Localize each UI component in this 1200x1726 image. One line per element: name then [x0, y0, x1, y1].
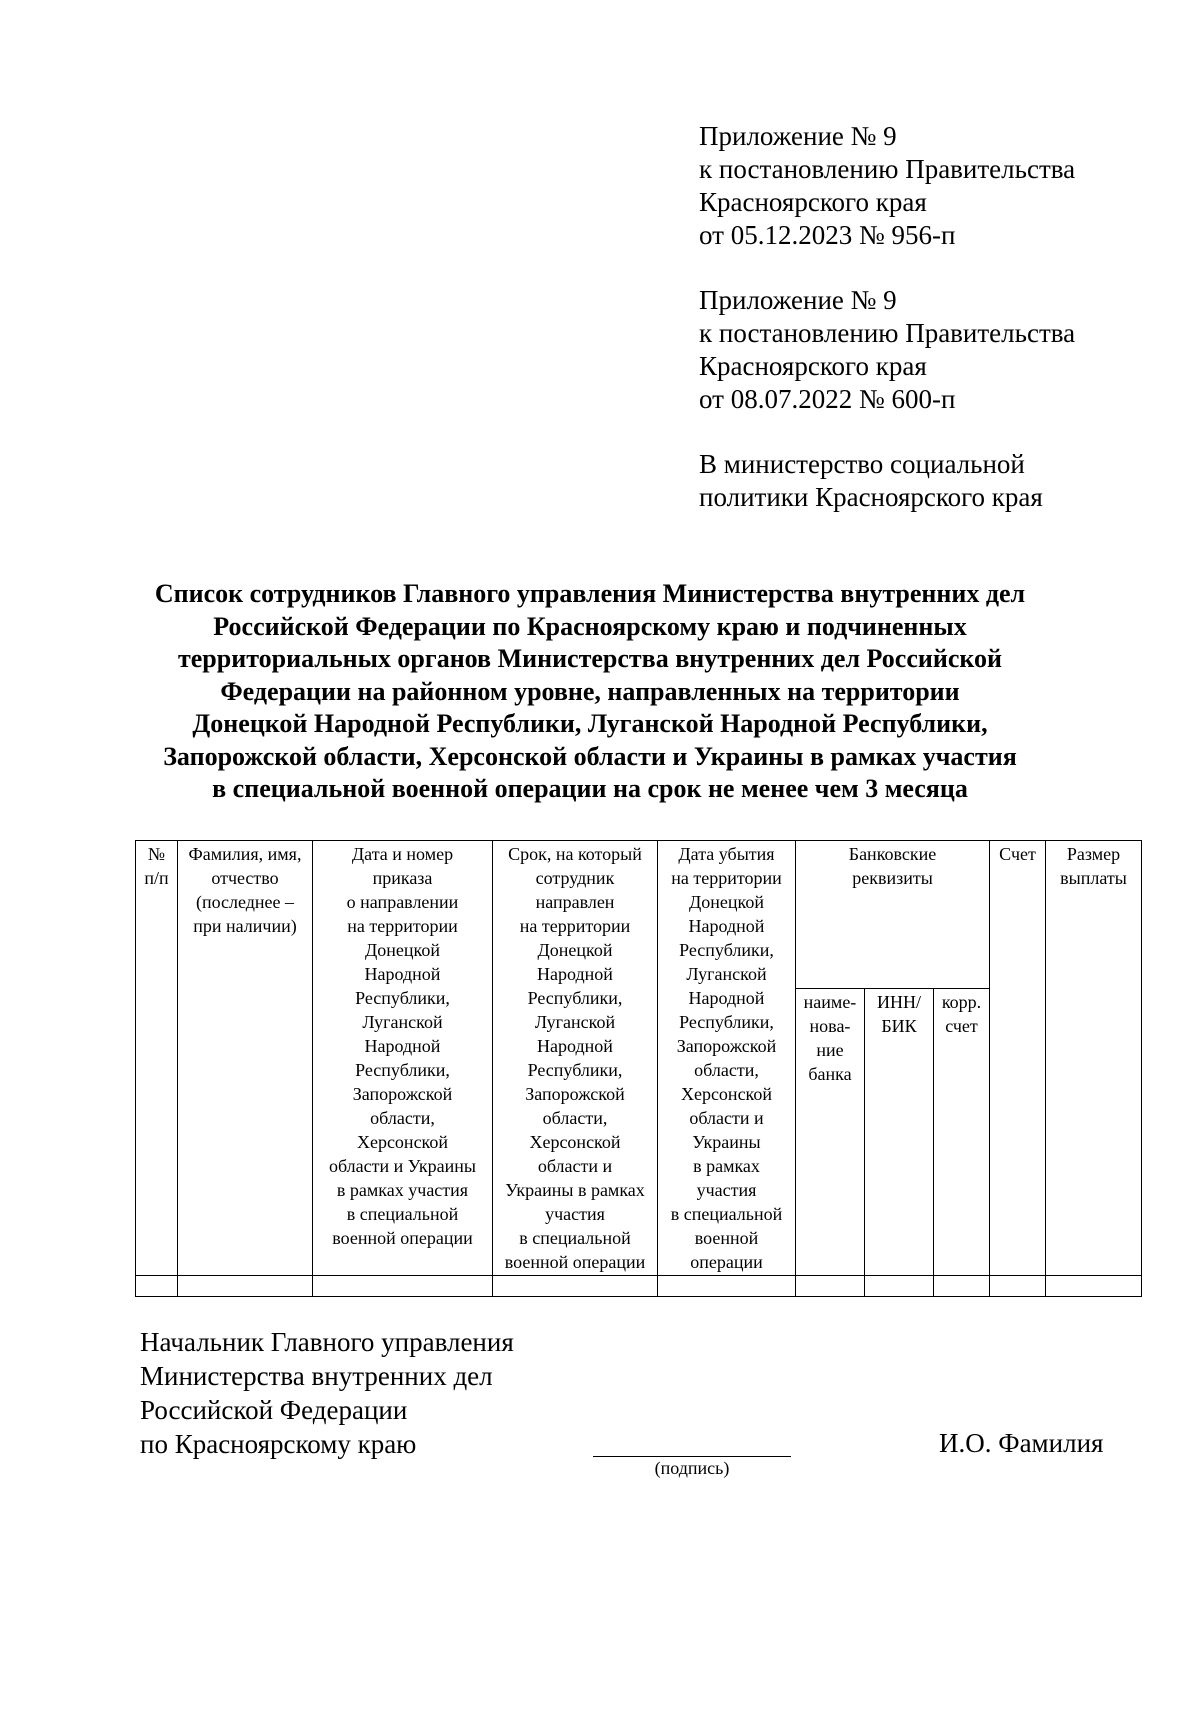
- header-text-line: области,: [542, 1108, 608, 1128]
- header-text-line: Херсонской: [680, 1084, 773, 1104]
- header-row-number: [136, 841, 178, 1276]
- header-text-line: Херсонской: [356, 1132, 449, 1152]
- title-line: территориальных органов Министерства внутренних дел Российской: [178, 644, 1002, 673]
- signatory-position-line: Российской Федерации: [140, 1395, 408, 1425]
- signatory-position-line: по Красноярскому краю: [140, 1429, 417, 1459]
- title-line: Запорожской области, Херсонской области и Украины в рамках участия: [163, 741, 1017, 771]
- header-text-line: на территории: [519, 916, 631, 936]
- header-full-name: [178, 841, 313, 1276]
- addressee-block: [699, 448, 1043, 514]
- table-cell: [658, 1276, 796, 1297]
- header-text-line: нова-: [809, 1015, 851, 1036]
- addressee-line: В министерство социальной: [699, 449, 1025, 479]
- title-line: Российской Федерации по Красноярскому краю и подчиненных: [213, 611, 967, 641]
- appendix-current-line: к постановлению Правительства: [699, 154, 1076, 184]
- signatory-position-block: [140, 1325, 514, 1461]
- header-text-line: при наличии): [193, 916, 297, 936]
- header-text-line: Дата убытия: [678, 844, 775, 864]
- header-text-line: Народной: [364, 1036, 441, 1056]
- header-text-line: Счет: [999, 844, 1036, 864]
- header-text-line: области,: [694, 1060, 759, 1080]
- appendix-original-block: [699, 284, 1075, 416]
- header-text-line: сотрудник: [535, 868, 615, 888]
- signatory-position-line: Министерства внутренних дел: [140, 1361, 493, 1391]
- appendix-original-line: от 08.07.2022 № 600-п: [699, 384, 956, 414]
- title-line: Федерации на районном уровне, направленных на территории: [220, 676, 960, 706]
- header-text-line: (последнее –: [195, 892, 295, 912]
- header-text-line: Народной: [688, 916, 765, 936]
- table-cell: [934, 1276, 990, 1297]
- header-text-line: области и: [537, 1156, 613, 1176]
- header-text-line: Луганской: [534, 1012, 616, 1032]
- title-line: Список сотрудников Главного управления Министерства внутренних дел: [154, 579, 1026, 608]
- signatory-name: И.О. Фамилия: [939, 1428, 1104, 1458]
- header-text-line: участия: [545, 1204, 605, 1224]
- header-text-line: Народной: [364, 964, 441, 984]
- header-text-line: на территории: [671, 868, 782, 888]
- signature-caption: (подпись): [654, 1458, 730, 1478]
- appendix-current-line: от 05.12.2023 № 956-п: [699, 220, 956, 250]
- table-cell: [313, 1276, 493, 1297]
- document-title: [90, 578, 1090, 806]
- header-text-line: Украины в рамках: [505, 1180, 645, 1200]
- header-payment-amount: [1046, 841, 1142, 1276]
- header-text-line: на территории: [347, 916, 458, 936]
- header-text-line: Донецкой: [537, 940, 613, 960]
- header-text-line: в специальной: [346, 1204, 459, 1224]
- header-text-line: в специальной: [670, 1204, 783, 1224]
- header-text-line: Срок, на который: [508, 844, 642, 864]
- header-text-line: направлен: [535, 892, 615, 912]
- header-text-line: Луганской: [362, 1012, 443, 1032]
- addressee-line: политики Красноярского края: [699, 482, 1043, 512]
- header-text-line: Луганской: [686, 964, 767, 984]
- appendix-current-block: [699, 120, 1075, 252]
- header-bank-details: [796, 841, 990, 989]
- header-text-line: Республики,: [679, 1012, 774, 1032]
- header-text-line: области и Украины: [328, 1156, 477, 1176]
- header-text-line: военной операции: [504, 1252, 646, 1272]
- header-text-line: Запорожской: [352, 1084, 453, 1104]
- header-account: [990, 841, 1046, 1276]
- header-text-line: Херсонской: [529, 1132, 621, 1152]
- appendix-original-line: Красноярского края: [699, 351, 927, 381]
- header-text-line: Народной: [688, 988, 765, 1008]
- header-text-line: приказа: [372, 868, 433, 888]
- header-text-line: о направлении: [346, 892, 459, 912]
- header-text-line: области,: [370, 1108, 435, 1128]
- table-cell: [178, 1276, 313, 1297]
- appendix-current-line: Приложение № 9: [699, 121, 897, 151]
- header-text-line: Республики,: [527, 1060, 623, 1080]
- header-text-line: банка: [808, 1063, 852, 1084]
- appendix-original-line: к постановлению Правительства: [699, 318, 1076, 348]
- header-text-line: выплаты: [1060, 868, 1127, 888]
- title-line: Донецкой Народной Республики, Луганской Народной Республики,: [192, 709, 988, 738]
- header-text-line: Республики,: [355, 1060, 450, 1080]
- header-text-line: в рамках участия: [336, 1180, 469, 1200]
- header-text-line: корр.: [941, 991, 982, 1012]
- header-text-line: №: [147, 844, 166, 864]
- title-line: в специальной военной операции на срок не менее чем 3 месяца: [212, 774, 968, 803]
- table-cell: [493, 1276, 658, 1297]
- signatory-position-line: Начальник Главного управления: [140, 1327, 514, 1357]
- header-text-line: операции: [690, 1252, 763, 1272]
- header-text-line: Запорожской: [676, 1036, 777, 1056]
- header-inn-bik: [865, 988, 934, 1275]
- header-text-line: Народной: [537, 964, 613, 984]
- header-text-line: Украины: [692, 1132, 761, 1152]
- appendix-original-line: Приложение № 9: [699, 285, 897, 315]
- table-cell: [136, 1276, 178, 1297]
- table-row: [136, 1276, 1142, 1297]
- header-text-line: Республики,: [527, 988, 623, 1008]
- header-text-line: Банковские: [848, 844, 937, 864]
- table-header-row: [136, 841, 1142, 989]
- header-corr-account: [934, 988, 990, 1275]
- header-order-date-number: [313, 841, 493, 1276]
- header-bank-name: [796, 988, 865, 1275]
- header-text-line: Республики,: [679, 940, 774, 960]
- header-text-line: БИК: [881, 1015, 917, 1036]
- employee-list-table: [135, 840, 1142, 1297]
- header-departure-date: [658, 841, 796, 1276]
- header-text-line: военной: [694, 1228, 759, 1248]
- header-text-line: Республики,: [355, 988, 450, 1008]
- header-text-line: счет: [945, 1015, 978, 1036]
- header-text-line: участия: [696, 1180, 757, 1200]
- header-text-line: наиме-: [803, 991, 857, 1012]
- header-text-line: Размер: [1066, 844, 1121, 864]
- header-text-line: Донецкой: [365, 940, 440, 960]
- table-cell: [796, 1276, 865, 1297]
- header-text-line: Запорожской: [525, 1084, 625, 1104]
- header-assignment-term: [493, 841, 658, 1276]
- header-text-line: в рамках: [693, 1156, 760, 1176]
- header-text-line: военной операции: [332, 1228, 473, 1248]
- table-cell: [865, 1276, 934, 1297]
- header-text-line: Донецкой: [689, 892, 764, 912]
- table-cell: [1046, 1276, 1142, 1297]
- table-cell: [990, 1276, 1046, 1297]
- header-text-line: п/п: [144, 868, 169, 888]
- header-text-line: Дата и номер: [351, 844, 454, 864]
- header-text-line: ИНН/: [877, 991, 921, 1012]
- header-text-line: области и: [689, 1108, 764, 1128]
- header-text-line: реквизиты: [852, 868, 933, 888]
- header-text-line: ние: [816, 1039, 844, 1060]
- header-text-line: Народной: [537, 1036, 613, 1056]
- header-text-line: Фамилия, имя,: [188, 844, 302, 864]
- header-text-line: в специальной: [519, 1228, 631, 1248]
- appendix-current-line: Красноярского края: [699, 187, 927, 217]
- header-text-line: отчество: [211, 868, 279, 888]
